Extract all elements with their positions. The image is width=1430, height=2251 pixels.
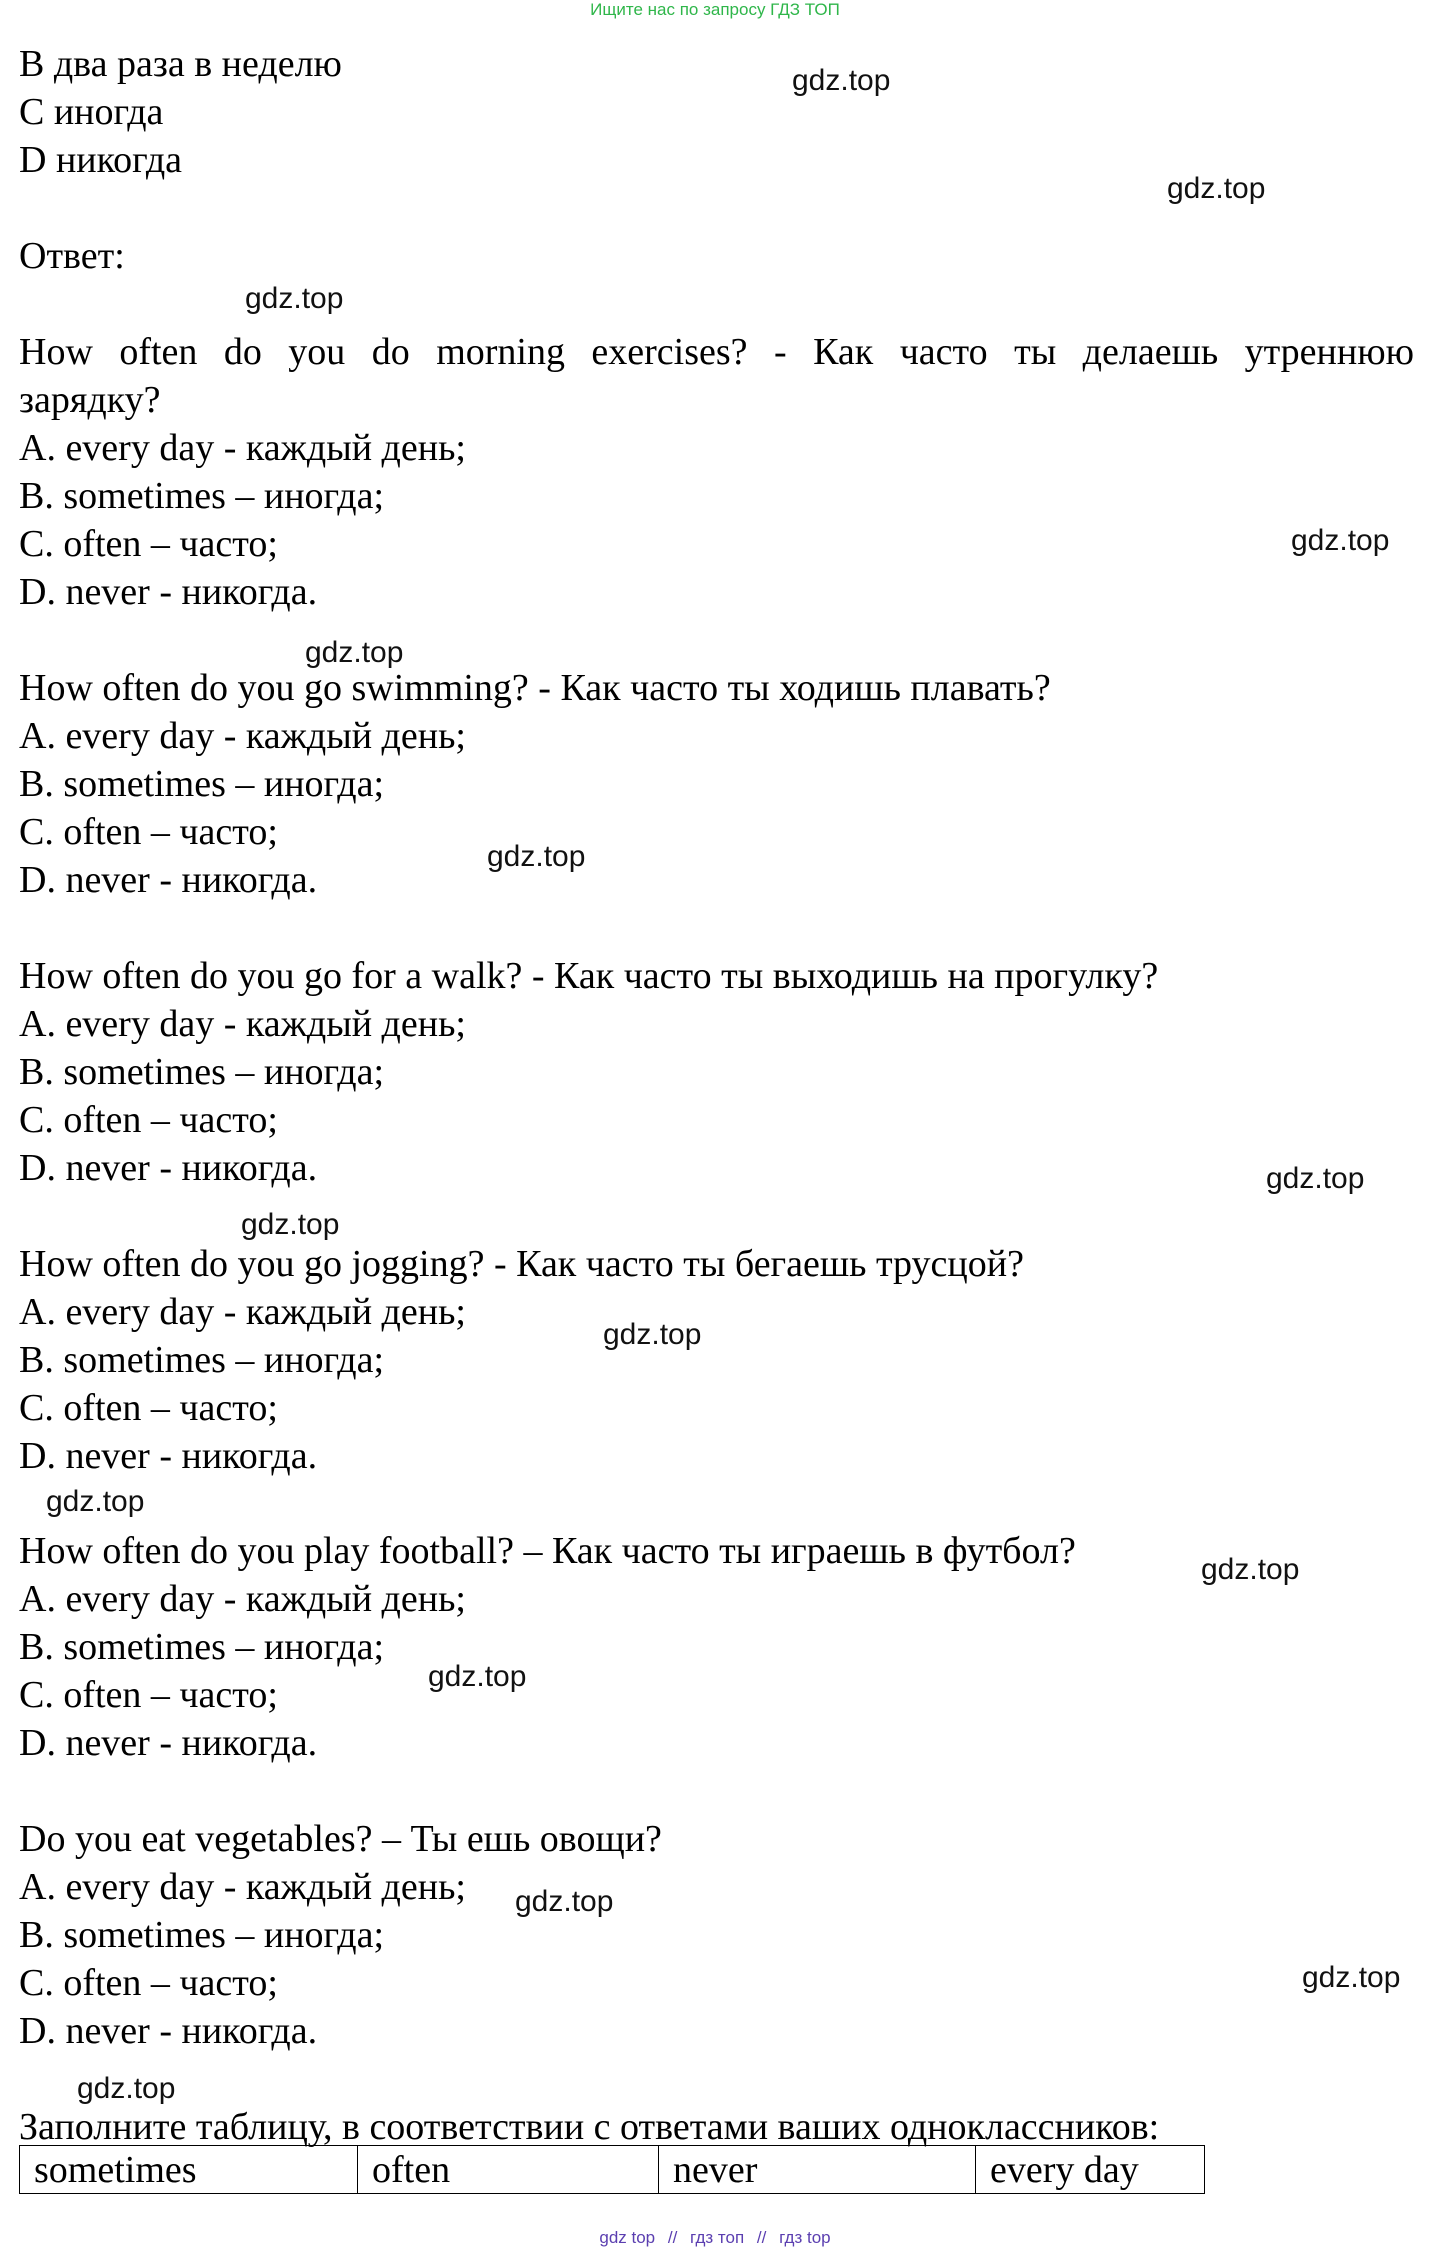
- table-cell-often: often: [358, 2146, 659, 2194]
- question-1-option-c: C. often – часто;: [19, 523, 278, 565]
- question-1-option-d: D. never - никогда.: [19, 571, 318, 613]
- intro-option-d: D никогда: [19, 139, 183, 181]
- watermark: gdz.top: [487, 840, 586, 873]
- question-2-option-c: C. often – часто;: [19, 811, 278, 853]
- search-hint-link[interactable]: Ищите нас по запросу ГДЗ ТОП: [590, 0, 840, 19]
- table-instruction: Заполните таблицу, в соответствии с ответами ваших одноклассников:: [19, 2106, 1160, 2148]
- intro-option-b: B два раза в неделю: [19, 43, 342, 85]
- footer-separator: //: [667, 2228, 678, 2247]
- question-1-option-b: B. sometimes – иногда;: [19, 475, 385, 517]
- watermark: gdz.top: [1201, 1553, 1300, 1586]
- question-2: How often do you go swimming? - Как часто ты ходишь плавать?: [19, 667, 1051, 709]
- watermark: gdz.top: [792, 64, 891, 97]
- watermark: gdz.top: [428, 1660, 527, 1693]
- footer-separator: //: [756, 2228, 767, 2247]
- table-cell-never: never: [659, 2146, 976, 2194]
- watermark: gdz.top: [46, 1485, 145, 1518]
- question-4-option-b: B. sometimes – иногда;: [19, 1339, 385, 1381]
- question-1-line-2: зарядку?: [19, 379, 161, 421]
- watermark: gdz.top: [241, 1208, 340, 1241]
- question-5-option-c: C. often – часто;: [19, 1674, 278, 1716]
- answer-label: Ответ:: [19, 235, 125, 277]
- question-5-option-b: B. sometimes – иногда;: [19, 1626, 385, 1668]
- watermark: gdz.top: [1291, 524, 1390, 557]
- table-cell-every-day: every day: [976, 2146, 1205, 2194]
- question-5: How often do you play football? – Как часто ты играешь в футбол?: [19, 1530, 1076, 1572]
- question-6: Do you eat vegetables? – Ты ешь овощи?: [19, 1818, 662, 1860]
- question-1-option-a: A. every day - каждый день;: [19, 427, 466, 469]
- question-1-line-1: How often do you do morning exercises? - Как часто ты делаешь утреннюю: [19, 331, 1414, 373]
- question-6-option-a: A. every day - каждый день;: [19, 1866, 466, 1908]
- question-5-option-d: D. never - никогда.: [19, 1722, 318, 1764]
- watermark: gdz.top: [77, 2072, 176, 2105]
- watermark: gdz.top: [245, 282, 344, 315]
- question-6-option-b: B. sometimes – иногда;: [19, 1914, 385, 1956]
- footer-links: [0, 2228, 1430, 2248]
- watermark: gdz.top: [305, 636, 404, 669]
- question-4-option-c: C. often – часто;: [19, 1387, 278, 1429]
- table-cell-sometimes: sometimes: [20, 2146, 358, 2194]
- watermark: gdz.top: [1266, 1162, 1365, 1195]
- watermark: gdz.top: [1167, 172, 1266, 205]
- question-2-option-a: A. every day - каждый день;: [19, 715, 466, 757]
- question-3: How often do you go for a walk? - Как часто ты выходишь на прогулку?: [19, 955, 1159, 997]
- question-6-option-d: D. never - никогда.: [19, 2010, 318, 2052]
- question-6-option-c: C. often – часто;: [19, 1962, 278, 2004]
- question-3-option-a: A. every day - каждый день;: [19, 1003, 466, 1045]
- question-5-option-a: A. every day - каждый день;: [19, 1578, 466, 1620]
- watermark: gdz.top: [1302, 1961, 1401, 1994]
- question-3-option-c: C. often – часто;: [19, 1099, 278, 1141]
- footer-link-gdz-top-mixed[interactable]: гдз top: [779, 2228, 831, 2247]
- question-2-option-d: D. never - никогда.: [19, 859, 318, 901]
- table-row: [20, 2146, 1205, 2194]
- footer-link-gdz-top-ru[interactable]: гдз топ: [690, 2228, 745, 2247]
- watermark: gdz.top: [603, 1318, 702, 1351]
- question-3-option-b: B. sometimes – иногда;: [19, 1051, 385, 1093]
- question-2-option-b: B. sometimes – иногда;: [19, 763, 385, 805]
- footer-link-gdz-top[interactable]: gdz top: [599, 2228, 656, 2247]
- question-4: How often do you go jogging? - Как часто ты бегаешь трусцой?: [19, 1243, 1024, 1285]
- intro-option-c: C иногда: [19, 91, 164, 133]
- question-3-option-d: D. never - никогда.: [19, 1147, 318, 1189]
- question-4-option-d: D. never - никогда.: [19, 1435, 318, 1477]
- question-4-option-a: A. every day - каждый день;: [19, 1291, 466, 1333]
- frequency-table: [19, 2145, 1205, 2194]
- watermark: gdz.top: [515, 1885, 614, 1918]
